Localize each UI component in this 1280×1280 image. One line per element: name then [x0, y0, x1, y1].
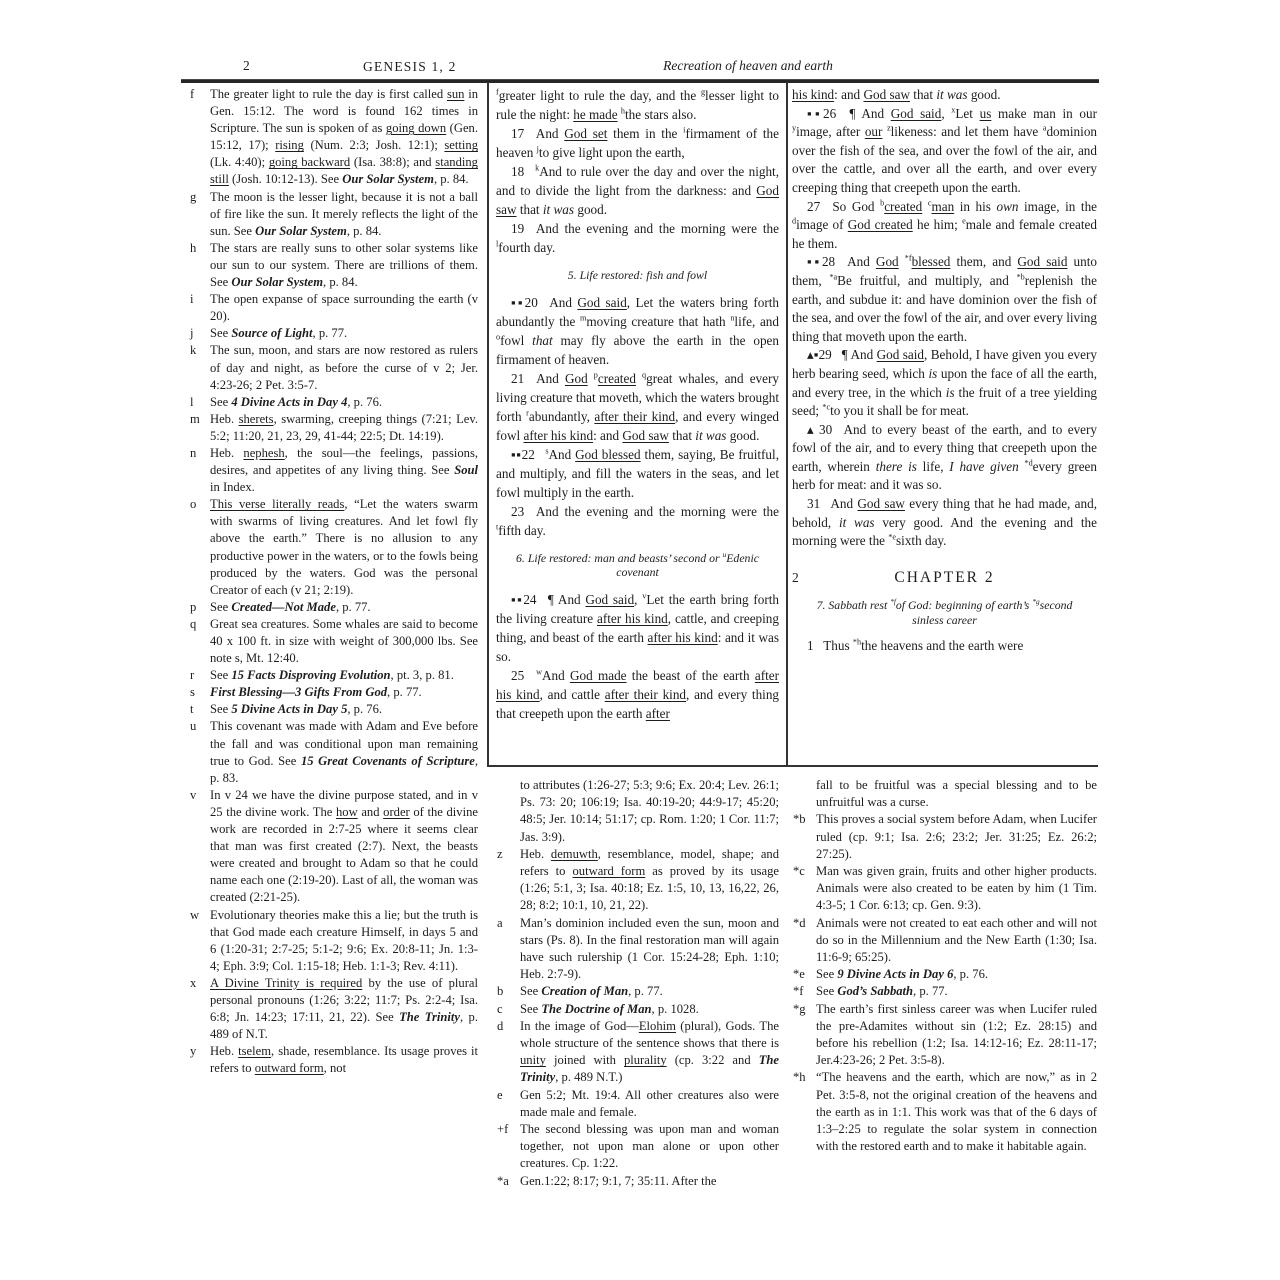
page-number: 2 — [243, 58, 250, 73]
footnote: z Heb. demuwth, resemblance, model, shape; and refers to outward form as proved by its usage (1:26; 5:1, 3; Isa. 40:18; Ez. 1:5, 10, 13, 16,22, 26, 28; 8:2; 10:1, 10, 21, 22). — [497, 846, 779, 913]
footnote-label: d — [497, 1018, 504, 1033]
footnote: r See 15 Facts Disproving Evolution, pt. 3, p. 81. — [190, 667, 478, 684]
footnotes-column — [190, 86, 478, 1077]
footnote-label: m — [190, 411, 200, 426]
footnote: c See The Doctrine of Man, p. 1028. — [496, 1001, 779, 1018]
footnote-label: j — [190, 326, 194, 341]
footnote: g The moon is the lesser light, because it is not a ball of fire like the sun. It merely reflects the light of the sun. See Our Solar System, p. 84. — [190, 189, 478, 238]
footnote-label: f — [190, 87, 195, 101]
footnote-label: w — [190, 907, 200, 922]
column-divider-left — [487, 82, 489, 765]
footnote-label: z — [497, 846, 503, 861]
footnote-label: g — [190, 189, 197, 204]
footnote: a Man’s dominion included even the sun, moon and stars (Ps. 8). In the final restoration man will again have such rulership (1 Cor. 15:24-28; Eph. 1:10; Heb. 2:7-9). — [497, 915, 779, 982]
footnote-label: p — [190, 599, 197, 614]
verse: 1 Thus $^{*h}$the heavens and the earth were — [807, 638, 1024, 654]
footnote: q Great sea creatures. Some whales are said to become 40 x 100 ft. in size with weight of 300,000 lbs. See note s, Mt. 12:40. — [190, 616, 478, 666]
verse: 27 So God $^b$created $^c$man in his own image, in the $^d$image of God created he him; $^e$male and female created he them. — [792, 198, 1098, 251]
verse: ▪▪20 And God said, Let the waters bring forth abundantly the $^m$moving creature that hath $^n$life, and $^o$fowl that may fly above the earth in the open firmament of heaven. — [496, 294, 779, 367]
chapter-title: CHAPTER 2 — [894, 568, 995, 586]
book-chapter-title: GENESIS 1, 2 — [363, 59, 457, 74]
footnote: d In the image of God—Elohim (plural), Gods. The whole structure of the sentence shows that there is unity joined with plurality (cp. 3:22 and The Trinity, p. 489 N.T.) — [497, 1018, 779, 1085]
footnote: i The open expanse of space surrounding the earth (v 20). — [190, 292, 478, 324]
verse: 19 And the evening and the morning were the $^l$fourth day. — [496, 221, 779, 255]
footnote-label: i — [190, 292, 194, 307]
footnote: p See Created—Not Made, p. 77. — [190, 599, 478, 616]
footnote: *e See 9 Divine Acts in Day 6, p. 76. — [792, 966, 1097, 983]
footnote-label: u — [190, 719, 197, 734]
verse-continuation: his kind: and God saw that it was good. — [792, 87, 1001, 102]
footnote: *d Animals were not created to eat each other and will not do so in the Millennium and the New Earth (1:30; Isa. 11:6-9; 65:25). — [793, 915, 1097, 965]
footnote: *a Gen.1:22; 8:17; 9:1, 7; 35:11. After the — [496, 1173, 779, 1190]
verse: ▪▪24 ¶ And God said, $^v$Let the earth bring forth the living creature after his kind, cattle, and creeping thing, and beast of the earth after his kind: and it was so. — [496, 591, 780, 664]
footnote-label: t — [190, 702, 194, 717]
chapter-number: 2 — [792, 569, 799, 585]
footnote: v In v 24 we have the divine purpose stated, and in v 25 the divine work. The how and order of the divine work are recorded in 2:7-25 where it seems clear that man was first created (2:7). Next, the beasts were created and brought to Adam so that he could name each one (2:19-20). Last of all, the woman was created (2:21-25). — [190, 787, 478, 905]
chapter-heading — [792, 569, 1097, 588]
footnote: b See Creation of Man, p. 77. — [496, 983, 779, 1000]
footnote: t See 5 Divine Acts in Day 5, p. 76. — [190, 701, 478, 718]
footnote-label: o — [190, 497, 197, 512]
verse: ▪▪22 $^s$And God blessed them, saying, Be fruitful, and multiply, and fill the waters in the seas, and let fowl multiply in the earth. — [496, 446, 779, 500]
scripture-column-right — [792, 86, 1097, 656]
footnote: k The sun, moon, and stars are now restored as rulers of day and night, as before the curse of v 2; Jer. 4:23-26; 2 Pet. 3:5-7. — [190, 343, 478, 392]
notes-column-middle — [496, 777, 779, 1190]
footnote: s First Blessing—3 Gifts From God, p. 77. — [190, 684, 478, 701]
footnote-label: +f — [497, 1122, 509, 1137]
footnote: y Heb. tselem, shade, resemblance. Its usage proves it refers to outward form, not — [190, 1044, 478, 1076]
footnote: x A Divine Trinity is required by the use of plural personal pronouns (1:26; 3:22; 11:7; Ps. 2:2-4; Isa. 6:8; Jn. 14:23; 17:11, 21, 22). See The Trinity, p. 489 of N.T. — [190, 975, 479, 1042]
footnote: j See Source of Light, p. 77. — [190, 325, 478, 342]
footnote: m Heb. sherets, swarming, creeping things (7:21; Lev. 5:2; 11:20, 21, 23, 29, 41-44; 22:5; Dt. 14:19). — [190, 411, 478, 443]
footnote-continuation: to attributes (1:26-27; 5:3; 9:6; Ex. 20:4; Lev. 26:1; Ps. 73: 20; 106:19; Isa. 40:19-20; 44:9-17; 45:20; 48:5; Jer. 10:14; 51:17; cp. Rom. 1:20; 1 Cor. 11:7; Jas. 3:9). — [520, 778, 779, 844]
footnote-label: a — [497, 915, 503, 930]
footnote-label: n — [190, 445, 197, 460]
footnote-label: r — [190, 668, 195, 683]
footnote: l See 4 Divine Acts in Day 4, p. 76. — [190, 394, 478, 411]
header-rule — [181, 79, 1099, 83]
footnote-label: q — [190, 616, 197, 631]
verse: ▴▪29 ¶ And God said, Behold, I have given you every herb bearing seed, which is upon the face of all the earth, and every tree, in the which is the fruit of a tree yielding seed; $^{*c}$to you it shall be for meat. — [792, 347, 1098, 419]
notes-column-right — [792, 777, 1097, 1155]
footnote: h The stars are really suns to other solar systems like our sun to our system. There are trillions of them. See Our Solar System, p. 84. — [190, 240, 478, 290]
footnote-label: *g — [793, 1001, 806, 1016]
footnote-label: l — [190, 394, 194, 409]
footnote: +f The second blessing was upon man and woman together, not upon man alone or upon other creatures. Cp. 1:22. — [497, 1122, 779, 1171]
footnote-label: k — [190, 343, 197, 358]
verse: 31 And God saw every thing that he had made, and, behold, it was very good. And the evening and the morning were the $^{*e}$sixth day. — [792, 496, 1098, 549]
column-divider-right — [786, 82, 788, 765]
footnote-label: *e — [793, 967, 805, 982]
footnote: o This verse literally reads, “Let the waters swarm with swarms of living creatures. And let fowl fly above the earth.” There is no allusion to any productive power in the waters, or to the fowls being produced by the waters. God was the personal Creator of each (v 21; 2:19). — [190, 497, 478, 597]
footnote-label: b — [497, 984, 504, 999]
verse: 23 And the evening and the morning were the $^t$fifth day. — [496, 503, 779, 538]
footnote-label: *d — [793, 915, 806, 930]
footnote: u This covenant was made with Adam and Eve before the fall and was conditional upon man remaining true to God. See 15 Great Covenants of Scripture, p. 83. — [190, 719, 478, 785]
verse-continuation: $^f$greater light to rule the day, and the $^g$lesser light to rule the night: he made $^h$the stars also. — [496, 87, 779, 122]
scripture-notes-divider-rule — [487, 765, 1098, 767]
verse: ▴ 30 And to every beast of the earth, and to every fowl of the air, and to every thing that creepeth upon the earth, wherein there is life, I have given $^{*d}$every green herb for meat: and it was so. — [792, 421, 1098, 493]
footnote-label: c — [497, 1001, 503, 1016]
footnote-label: *a — [497, 1173, 509, 1188]
footnote-continuation: fall to be fruitful was a special blessing and to be unfruitful was a curse. — [816, 778, 1097, 810]
footnote-label: e — [497, 1087, 503, 1102]
verse: 17 And God set them in the $^i$firmament of the heaven $^j$to give light upon the earth, — [496, 125, 779, 160]
verse: ▪▪28 And God $^{*f}$blessed them, and God said unto them, $^{*a}$Be fruitful, and multiply, and $^{*b}$replenish the earth, and subdue it: and have dominion over the fish of the sea, and over the fowl of the air, and over every living thing that moveth upon the earth. — [792, 253, 1097, 344]
footnote: w Evolutionary theories make this a lie; but the truth is that God made each creature Himself, in days 5 and 6 (1:20-31; 2:7-25; 5:1-2; 9:6; Ex. 20:8-11; Jn. 1:3-4; Eph. 3:9; Col. 1:15-18; Heb. 1:1-3; Rev. 4:11). — [190, 907, 478, 973]
running-head: Recreation of heaven and earth — [663, 58, 833, 73]
scanned-bible-page — [181, 58, 1101, 1238]
section-heading: 6. Life restored: man and beasts’ second or $^u$Edenic covenant — [516, 549, 759, 579]
verse: 18 $^k$And to rule over the day and over the night, and to divide the light from the darkness: and God saw that it was good. — [496, 163, 780, 217]
footnote-label: v — [190, 787, 197, 802]
footnote-label: *c — [793, 864, 805, 879]
scripture-column-left — [496, 86, 779, 723]
footnote: n Heb. nephesh, the soul—the feelings, passions, desires, and appetites of any living thing. See Soul in Index. — [190, 445, 479, 495]
footnote: *c Man was given grain, fruits and other higher products. Animals were also created to be eaten by him (1 Tim. 4:3-5; 1 Cor. 6:13; cp. Gen. 9:3). — [793, 864, 1097, 913]
footnote-label: s — [190, 685, 195, 700]
section-heading: 5. Life restored: fish and fowl — [567, 268, 708, 282]
footnote-label: x — [190, 975, 197, 990]
page-header — [181, 58, 1101, 78]
footnote: f The greater light to rule the day is first called sun in Gen. 15:12. The word is found 162 times in Scripture. The sun is spoken of as going down (Gen. 15:12, 17); rising (Num. 2:3; Josh. 12:1); setting (Lk. 4:40); going backward (Isa. 38:8); and standing still (Josh. 10:12-13). See Our Solar System, p. 84. — [190, 87, 478, 187]
footnote-label: *f — [793, 984, 804, 999]
footnote-label: h — [190, 240, 197, 255]
verse: 25 $^w$And God made the beast of the earth after his kind, and cattle after their kind, and every thing that creepeth upon the earth after — [496, 667, 780, 721]
footnote-label: y — [190, 1044, 197, 1059]
footnote: e Gen 5:2; Mt. 19:4. All other creatures also were made male and female. — [497, 1087, 779, 1119]
verse: 21 And God $^p$created $^q$great whales, and every living creature that moveth, which the waters brought forth $^r$abundantly, after their kind, and every winged fowl after his kind: and God saw that it was good. — [496, 370, 780, 443]
footnote-label: *h — [793, 1070, 806, 1085]
footnote: *f See God’s Sabbath, p. 77. — [792, 983, 1097, 1000]
footnote: *b This proves a social system before Adam, when Lucifer ruled (cp. 9:1; Isa. 2:6; 23:2; Jer. 31:25; Ez. 26:2; 27:25). — [793, 812, 1097, 861]
section-heading: 7. Sabbath rest $^{*f}$of God: beginning of earth’s $^{*g}$second sinless career — [816, 597, 1073, 627]
verse: ▪▪26 ¶ And God said, $^x$Let us make man in our $^y$image, after our $^z$likeness: and let them have $^a$dominion over the fish of the sea, and over the fowl of the air, and over the cattle, and over all the earth, and over every creeping thing that creepeth upon the earth. — [792, 105, 1098, 195]
footnote: *g The earth’s first sinless career was when Lucifer ruled the pre-Adamites without sin (1:2; Ez. 28:15) and before his rebellion (1:2; Isa. 14:12-16; Ez. 28:11-17; Jer.4:23-26; 2 Pet. 3:5-8). — [793, 1001, 1097, 1068]
footnote: *h “The heavens and the earth, which are now,” as in 2 Pet. 3:5-8, not the original creation of the heavens and the earth as in 1:1. This work was that of the 6 days of 1:3–2:25 to regulate the solar system in connection with the restored earth and to make it habitable again. — [793, 1070, 1097, 1154]
footnote-label: *b — [793, 812, 806, 827]
